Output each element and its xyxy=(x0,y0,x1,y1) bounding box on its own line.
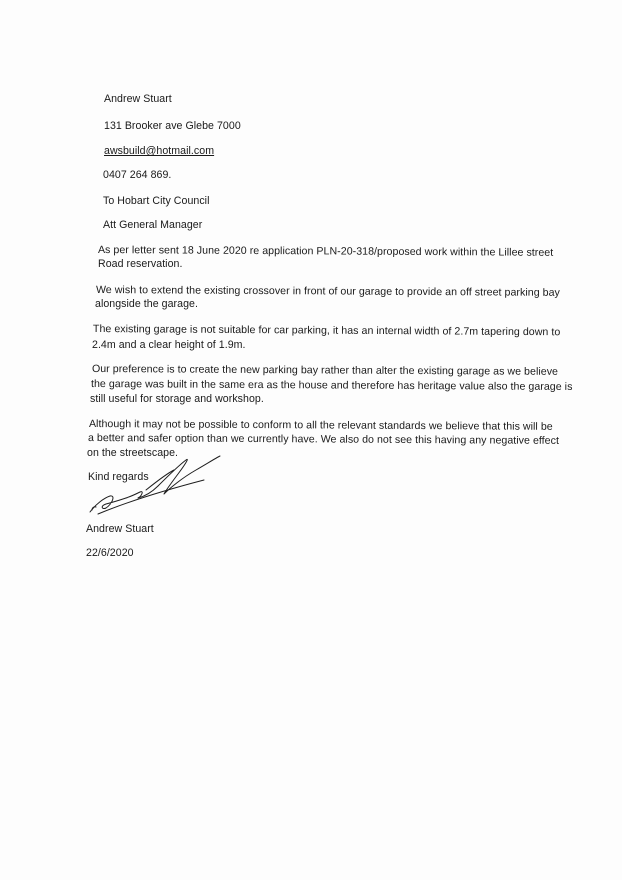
paragraph-4-line-3: still useful for storage and workshop. xyxy=(90,393,264,405)
sender-name: Andrew Stuart xyxy=(104,93,172,105)
sender-email: awsbuild@hotmail.com xyxy=(104,145,215,157)
paragraph-5-line-1: Although it may not be possible to conform to all the relevant standards we believe that this will be xyxy=(88,418,553,433)
paragraph-1-line-2: Road reservation. xyxy=(98,258,183,270)
paragraph-1-line-1: As per letter sent 18 June 2020 re application PLN-20-318/proposed work within the Lillee street xyxy=(97,244,554,259)
sender-phone: 0407 264 869. xyxy=(103,169,172,181)
paragraph-3-line-1: The existing garage is not suitable for car parking, it has an internal width of 2.7m tapering down to xyxy=(92,323,561,339)
paragraph-4-line-1: Our preference is to create the new parking bay rather than alter the existing garage as we believe xyxy=(91,363,559,378)
handwritten-signature xyxy=(86,452,226,520)
paragraph-2-line-2: alongside the garage. xyxy=(95,298,198,310)
recipient-to: To Hobart City Council xyxy=(103,195,210,207)
recipient-att: Att General Manager xyxy=(103,219,203,231)
paragraph-5-line-2: a better and safer option than we currently have. We also do not see this having any negative effect xyxy=(87,432,560,447)
closing-name: Andrew Stuart xyxy=(86,523,154,535)
closing-regards: Kind regards xyxy=(88,471,149,483)
closing-date: 22/6/2020 xyxy=(86,547,134,559)
sender-address: 131 Brooker ave Glebe 7000 xyxy=(104,120,241,132)
paragraph-2-line-1: We wish to extend the existing crossover in front of our garage to provide an off street parking bay xyxy=(95,284,560,299)
paragraph-4-line-2: the garage was built in the same era as the house and therefore has heritage value also the garage is xyxy=(90,378,573,393)
paragraph-3-line-2: 2.4m and a clear height of 1.9m. xyxy=(92,339,246,351)
paragraph-5-line-3: on the streetscape. xyxy=(87,447,179,459)
